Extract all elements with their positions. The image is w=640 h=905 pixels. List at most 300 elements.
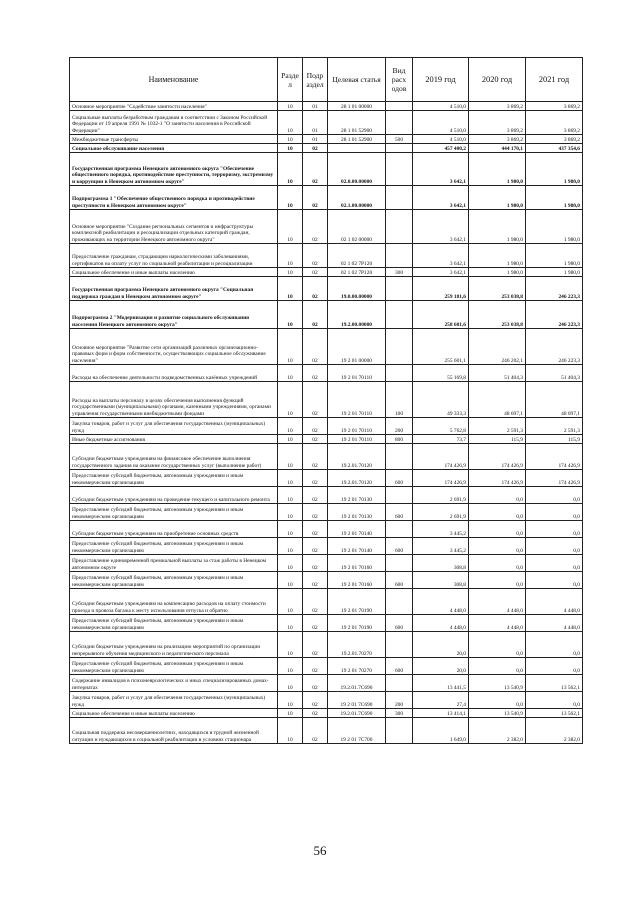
row-value-2020: 0,0 xyxy=(469,555,526,572)
row-value-2021: 3 869,2 xyxy=(526,111,583,135)
row-expense-type: 600 xyxy=(386,572,413,589)
row-expense-type xyxy=(386,329,413,365)
row-subsection: 01 xyxy=(303,135,328,144)
row-name: Предоставление субсидий бюджетным, автономным учреждениям и иным некоммерческим организациям xyxy=(70,470,278,487)
row-section: 10 xyxy=(278,675,303,692)
row-target-article: 19.0.00.00000 xyxy=(328,277,386,301)
row-subsection: 02 xyxy=(303,435,328,444)
header-year-2021: 2021 год xyxy=(526,58,583,102)
row-target-article: 19.2.01.7C690 xyxy=(328,709,386,718)
row-value-2020: 1 980,0 xyxy=(469,186,526,210)
row-name: Предоставление гражданам, страдающим наркологическими заболеваниями, сертификатов на оплату услуг по социальной реабилитации и ресоциализации xyxy=(70,244,278,268)
row-target-article: 19 2 01 70160 xyxy=(328,555,386,572)
row-target-article: 19 2 01 70110 xyxy=(328,382,386,418)
row-value-2020: 3 869,2 xyxy=(469,102,526,111)
row-value-2020: 253 038,8 xyxy=(469,301,526,329)
row-target-article: 28 1 01 52900 xyxy=(328,135,386,144)
row-section: 10 xyxy=(278,692,303,709)
row-value-2020: 1 980,0 xyxy=(469,210,526,244)
row-value-2020: 1 980,0 xyxy=(469,153,526,186)
row-value-2021: 0,0 xyxy=(526,692,583,709)
row-target-article: 19 2 01 70160 xyxy=(328,572,386,589)
row-section: 10 xyxy=(278,144,303,153)
table-row xyxy=(70,418,583,435)
row-value-2020: 246 202,1 xyxy=(469,329,526,365)
table-row xyxy=(70,365,583,382)
row-value-2020: 3 869,2 xyxy=(469,111,526,135)
row-value-2019: 73,7 xyxy=(413,435,469,444)
row-value-2021: 3 869,2 xyxy=(526,135,583,144)
row-name: Межбюджетные трансферты xyxy=(70,135,278,144)
row-value-2021: 0,0 xyxy=(526,504,583,521)
row-value-2021: 437 354,6 xyxy=(526,144,583,153)
row-value-2021: 174 426,9 xyxy=(526,444,583,470)
row-subsection: 02 xyxy=(303,365,328,382)
row-section: 10 xyxy=(278,521,303,538)
row-target-article: 19.2.01.7C690 xyxy=(328,675,386,692)
row-subsection: 02 xyxy=(303,382,328,418)
row-subsection: 02 xyxy=(303,144,328,153)
row-name: Основное мероприятие "Содействие занятости населения" xyxy=(70,102,278,111)
row-value-2019: 3 642,1 xyxy=(413,244,469,268)
row-name: Социальное обеспечение и иные выплаты населению xyxy=(70,268,278,277)
row-name: Предоставление единовременной премиальной выплаты за стаж работы в Ненецком автономном округе xyxy=(70,555,278,572)
row-target-article: 19 2 01 70110 xyxy=(328,365,386,382)
row-value-2021: 4 448,0 xyxy=(526,615,583,632)
row-value-2020: 13 540,9 xyxy=(469,675,526,692)
row-value-2019: 4 448,0 xyxy=(413,615,469,632)
row-name: Основное мероприятие "Создание региональных сегментов и инфраструктуры комплексной реабилитации и ресоциализации отдельных категорий граждан, проживающих на территории Ненецкого автономного округа" xyxy=(70,210,278,244)
row-value-2020: 0,0 xyxy=(469,504,526,521)
row-value-2021: 0,0 xyxy=(526,658,583,675)
row-value-2021: 0,0 xyxy=(526,538,583,555)
row-value-2019: 13 441,5 xyxy=(413,675,469,692)
row-target-article: 19 2 01 70110 xyxy=(328,418,386,435)
row-value-2019: 259 181,6 xyxy=(413,277,469,301)
row-name: Предоставление субсидий бюджетным, автономным учреждениям и иным некоммерческим организациям xyxy=(70,538,278,555)
row-subsection: 02 xyxy=(303,470,328,487)
row-name: Государственная программа Ненецкого автономного округа "Социальная поддержка граждан в Ненецком автономном округе" xyxy=(70,277,278,301)
row-expense-type xyxy=(386,102,413,111)
row-subsection: 02 xyxy=(303,444,328,470)
row-section: 10 xyxy=(278,210,303,244)
row-value-2019: 3 445,2 xyxy=(413,521,469,538)
row-value-2020: 48 697,1 xyxy=(469,382,526,418)
row-value-2019: 1 649,0 xyxy=(413,718,469,744)
row-section: 10 xyxy=(278,632,303,658)
row-name: Предоставление субсидий бюджетным, автономным учреждениям и иным некоммерческим организациям xyxy=(70,658,278,675)
row-section: 10 xyxy=(278,153,303,186)
row-section: 10 xyxy=(278,186,303,210)
row-value-2021: 115,9 xyxy=(526,435,583,444)
row-value-2019: 457 400,2 xyxy=(413,144,469,153)
row-section: 10 xyxy=(278,365,303,382)
row-subsection: 02 xyxy=(303,538,328,555)
row-section: 10 xyxy=(278,444,303,470)
row-target-article: 19 2 01 70270 xyxy=(328,658,386,675)
table-row xyxy=(70,675,583,692)
row-name: Социальные выплаты безработным гражданам в соответствии с Законом Российской Федерации от 19 апреля 1991 № 1032-1 "О занятости населения в Российской Федерации" xyxy=(70,111,278,135)
row-name: Предоставление субсидий бюджетным, автономным учреждениям и иным некоммерческим организациям xyxy=(70,572,278,589)
page-number: 56 xyxy=(313,843,327,858)
row-subsection: 01 xyxy=(303,102,328,111)
row-section: 10 xyxy=(278,504,303,521)
row-value-2019: 2 691,9 xyxy=(413,487,469,504)
row-subsection: 02 xyxy=(303,718,328,744)
table-row xyxy=(70,444,583,470)
row-value-2021: 246 223,3 xyxy=(526,329,583,365)
row-expense-type: 300 xyxy=(386,268,413,277)
row-value-2020: 115,9 xyxy=(469,435,526,444)
row-name: Подпрограмма 1 "Обеспечение общественного порядка и противодействие преступности в Ненецком автономном округе" xyxy=(70,186,278,210)
row-value-2020: 51 404,3 xyxy=(469,365,526,382)
row-value-2019: 3 642,1 xyxy=(413,268,469,277)
row-value-2019: 4 510,0 xyxy=(413,135,469,144)
row-expense-type xyxy=(386,487,413,504)
row-value-2021: 51 404,3 xyxy=(526,365,583,382)
header-year-2020: 2020 год xyxy=(469,58,526,102)
row-section: 10 xyxy=(278,301,303,329)
row-value-2020: 0,0 xyxy=(469,487,526,504)
row-expense-type: 800 xyxy=(386,435,413,444)
row-target-article: 02.1.00.00000 xyxy=(328,186,386,210)
row-value-2020: 444 170,1 xyxy=(469,144,526,153)
row-value-2019: 3 445,2 xyxy=(413,538,469,555)
row-expense-type: 100 xyxy=(386,382,413,418)
row-subsection: 02 xyxy=(303,504,328,521)
row-target-article: 28 1 01 52900 xyxy=(328,111,386,135)
row-value-2020: 0,0 xyxy=(469,658,526,675)
row-target-article: 02 1 02 7P120 xyxy=(328,268,386,277)
table-row xyxy=(70,572,583,589)
row-value-2019: 308,8 xyxy=(413,572,469,589)
row-value-2021: 1 980,0 xyxy=(526,210,583,244)
table-row xyxy=(70,382,583,418)
budget-table xyxy=(69,57,583,744)
row-expense-type: 600 xyxy=(386,504,413,521)
table-row xyxy=(70,615,583,632)
row-value-2020: 3 869,2 xyxy=(469,135,526,144)
header-year-2019: 2019 год xyxy=(413,58,469,102)
row-value-2020: 253 038,8 xyxy=(469,277,526,301)
row-name: Основное мероприятие "Развитие сети организаций различных организационно-правовых форм и форм собственности, осуществляющих социальное обслуживание населения" xyxy=(70,329,278,365)
row-value-2020: 174 426,9 xyxy=(469,470,526,487)
row-target-article: 19.2.01.70120 xyxy=(328,444,386,470)
row-value-2021: 0,0 xyxy=(526,487,583,504)
header-subsection: Подр аздел xyxy=(303,58,328,102)
table-row xyxy=(70,277,583,301)
table-row xyxy=(70,135,583,144)
row-expense-type xyxy=(386,153,413,186)
row-value-2021: 0,0 xyxy=(526,632,583,658)
row-expense-type xyxy=(386,186,413,210)
row-value-2020: 0,0 xyxy=(469,538,526,555)
row-value-2020: 13 540,9 xyxy=(469,709,526,718)
row-target-article: 19 2 01 70140 xyxy=(328,521,386,538)
row-subsection: 02 xyxy=(303,675,328,692)
row-subsection: 02 xyxy=(303,186,328,210)
row-target-article: 19 2 01 70190 xyxy=(328,615,386,632)
row-subsection: 02 xyxy=(303,277,328,301)
header-name: Наименование xyxy=(70,58,278,102)
table-row xyxy=(70,111,583,135)
row-value-2020: 4 448,0 xyxy=(469,615,526,632)
row-target-article: 19 2 01 70110 xyxy=(328,435,386,444)
row-value-2021: 3 869,2 xyxy=(526,102,583,111)
row-section: 10 xyxy=(278,589,303,615)
row-section: 10 xyxy=(278,718,303,744)
table-row xyxy=(70,709,583,718)
row-target-article: 02.0.00.00000 xyxy=(328,153,386,186)
table-row xyxy=(70,268,583,277)
row-value-2020: 0,0 xyxy=(469,572,526,589)
row-expense-type: 200 xyxy=(386,418,413,435)
table-row xyxy=(70,102,583,111)
header-section: Разде л xyxy=(278,58,303,102)
row-section: 10 xyxy=(278,111,303,135)
row-value-2020: 0,0 xyxy=(469,692,526,709)
row-value-2019: 3 642,1 xyxy=(413,153,469,186)
row-value-2021: 174 426,9 xyxy=(526,470,583,487)
row-expense-type: 500 xyxy=(386,135,413,144)
row-value-2019: 3 642,1 xyxy=(413,210,469,244)
row-subsection: 01 xyxy=(303,111,328,135)
row-target-article: 19 2 01 70130 xyxy=(328,504,386,521)
row-subsection: 02 xyxy=(303,268,328,277)
row-value-2021: 0,0 xyxy=(526,572,583,589)
row-name: Закупка товаров, работ и услуг для обеспечения государственных (муниципальных) нужд xyxy=(70,418,278,435)
row-value-2019: 174 426,9 xyxy=(413,470,469,487)
table-row xyxy=(70,521,583,538)
row-expense-type: 600 xyxy=(386,470,413,487)
row-name: Расходы на выплаты персоналу в целях обеспечения выполнения функций государственными (муниципальными) органами, казенными учреждениями, органами управления государственными внебюджетными фондами xyxy=(70,382,278,418)
row-target-article: 19.2.01.70270 xyxy=(328,632,386,658)
row-section: 10 xyxy=(278,615,303,632)
row-target-article: 28 1 01 00000 xyxy=(328,102,386,111)
row-section: 10 xyxy=(278,658,303,675)
row-subsection: 02 xyxy=(303,555,328,572)
row-target-article: 19 2 01 00000 xyxy=(328,329,386,365)
row-target-article xyxy=(328,144,386,153)
row-expense-type xyxy=(386,210,413,244)
row-subsection: 02 xyxy=(303,244,328,268)
row-value-2019: 4 510,0 xyxy=(413,102,469,111)
row-section: 10 xyxy=(278,435,303,444)
row-subsection: 02 xyxy=(303,153,328,186)
row-value-2020: 0,0 xyxy=(469,521,526,538)
row-subsection: 02 xyxy=(303,301,328,329)
row-value-2021: 1 980,0 xyxy=(526,153,583,186)
row-target-article: 19.2.00.00000 xyxy=(328,301,386,329)
row-subsection: 02 xyxy=(303,658,328,675)
row-value-2021: 4 448,0 xyxy=(526,589,583,615)
table-row xyxy=(70,186,583,210)
row-name: Социальное обеспечение и иные выплаты населению xyxy=(70,709,278,718)
row-subsection: 02 xyxy=(303,572,328,589)
header-target-article: Целевая статья xyxy=(328,58,386,102)
row-name: Иные бюджетные ассигнования xyxy=(70,435,278,444)
row-value-2019: 55 169,8 xyxy=(413,365,469,382)
row-name: Субсидии бюджетным учреждениям на проведение текущего и капитального ремонта xyxy=(70,487,278,504)
row-expense-type xyxy=(386,111,413,135)
row-target-article: 02 1 02 00000 xyxy=(328,210,386,244)
table-row xyxy=(70,487,583,504)
row-target-article: 19 2 01 70130 xyxy=(328,487,386,504)
table-row xyxy=(70,538,583,555)
table-header-row xyxy=(70,58,583,102)
row-target-article: 19 2 01 7C700 xyxy=(328,718,386,744)
table-row xyxy=(70,301,583,329)
row-section: 10 xyxy=(278,555,303,572)
row-section: 10 xyxy=(278,709,303,718)
table-row xyxy=(70,153,583,186)
row-value-2020: 0,0 xyxy=(469,632,526,658)
row-section: 10 xyxy=(278,382,303,418)
table-row xyxy=(70,329,583,365)
row-name: Государственная программа Ненецкого автономного округа "Обеспечение общественного порядка, противодействие преступности, терроризму, экстремизму и коррупции в Ненецком автономном округе" xyxy=(70,153,278,186)
row-value-2020: 174 426,9 xyxy=(469,444,526,470)
table-row xyxy=(70,692,583,709)
row-value-2019: 20,0 xyxy=(413,658,469,675)
row-value-2019: 20,0 xyxy=(413,632,469,658)
table-body xyxy=(70,102,583,744)
row-value-2021: 13 562,1 xyxy=(526,675,583,692)
row-value-2021: 0,0 xyxy=(526,555,583,572)
row-expense-type: 600 xyxy=(386,615,413,632)
row-value-2021: 0,0 xyxy=(526,521,583,538)
table-row xyxy=(70,589,583,615)
row-value-2019: 5 762,8 xyxy=(413,418,469,435)
row-value-2020: 1 980,0 xyxy=(469,244,526,268)
row-target-article: 19 2 01 70190 xyxy=(328,589,386,615)
row-expense-type xyxy=(386,632,413,658)
row-value-2020: 2 382,0 xyxy=(469,718,526,744)
row-section: 10 xyxy=(278,244,303,268)
row-value-2019: 4 448,0 xyxy=(413,589,469,615)
row-expense-type xyxy=(386,277,413,301)
row-value-2021: 1 980,0 xyxy=(526,244,583,268)
row-target-article: 19.2.01.70120 xyxy=(328,470,386,487)
row-value-2019: 2 691,9 xyxy=(413,504,469,521)
row-section: 10 xyxy=(278,538,303,555)
row-section: 10 xyxy=(278,470,303,487)
row-value-2020: 2 591,3 xyxy=(469,418,526,435)
table-row xyxy=(70,632,583,658)
row-subsection: 02 xyxy=(303,692,328,709)
row-expense-type xyxy=(386,301,413,329)
row-expense-type xyxy=(386,444,413,470)
row-value-2019: 3 642,1 xyxy=(413,186,469,210)
row-expense-type xyxy=(386,589,413,615)
row-name: Закупка товаров, работ и услуг для обеспечения государственных (муниципальных) нужд xyxy=(70,692,278,709)
row-value-2021: 1 980,0 xyxy=(526,186,583,210)
row-value-2019: 255 601,1 xyxy=(413,329,469,365)
row-name: Предоставление субсидий бюджетным, автономным учреждениям и иным некоммерческим организациям xyxy=(70,615,278,632)
row-value-2019: 308,8 xyxy=(413,555,469,572)
row-expense-type xyxy=(386,521,413,538)
row-name: Содержание инвалидов в психоневрологических и иных специализированных домах-интернатах xyxy=(70,675,278,692)
row-value-2019: 258 601,6 xyxy=(413,301,469,329)
table-row xyxy=(70,144,583,153)
row-name: Расходы на обеспечение деятельности подведомственных казённых учреждений xyxy=(70,365,278,382)
row-subsection: 02 xyxy=(303,615,328,632)
row-value-2020: 1 980,0 xyxy=(469,268,526,277)
row-value-2021: 2 382,0 xyxy=(526,718,583,744)
row-section: 10 xyxy=(278,418,303,435)
row-section: 10 xyxy=(278,329,303,365)
row-name: Субсидии бюджетным учреждениям на реализацию мероприятий по организации непрерывного обучения медицинского и педагогического персонала xyxy=(70,632,278,658)
row-name: Субсидии бюджетным учреждениям на финансовое обеспечение выполнения государственного задания на оказание государственных услуг (выполнение работ) xyxy=(70,444,278,470)
row-subsection: 02 xyxy=(303,632,328,658)
row-value-2021: 48 697,1 xyxy=(526,382,583,418)
row-name: Социальное обслуживание населения xyxy=(70,144,278,153)
row-expense-type: 600 xyxy=(386,538,413,555)
row-section: 10 xyxy=(278,277,303,301)
row-subsection: 02 xyxy=(303,418,328,435)
row-expense-type xyxy=(386,555,413,572)
table-row xyxy=(70,210,583,244)
row-value-2019: 27,4 xyxy=(413,692,469,709)
row-subsection: 02 xyxy=(303,521,328,538)
row-expense-type xyxy=(386,365,413,382)
header-expense-type: Вид расх одов xyxy=(386,58,413,102)
row-subsection: 02 xyxy=(303,487,328,504)
row-name: Субсидии бюджетным учреждениям на приобретение основных средств xyxy=(70,521,278,538)
row-target-article: 02 1 02 7P120 xyxy=(328,244,386,268)
row-expense-type xyxy=(386,144,413,153)
table-row xyxy=(70,435,583,444)
row-value-2019: 13 414,1 xyxy=(413,709,469,718)
row-expense-type xyxy=(386,718,413,744)
row-section: 10 xyxy=(278,268,303,277)
row-expense-type: 200 xyxy=(386,692,413,709)
row-value-2021: 13 562,1 xyxy=(526,709,583,718)
row-expense-type: 600 xyxy=(386,658,413,675)
row-subsection: 02 xyxy=(303,210,328,244)
row-section: 10 xyxy=(278,102,303,111)
row-value-2019: 4 510,0 xyxy=(413,111,469,135)
row-value-2021: 246 223,3 xyxy=(526,277,583,301)
table-row xyxy=(70,504,583,521)
row-section: 10 xyxy=(278,572,303,589)
table-row xyxy=(70,470,583,487)
row-name: Субсидии бюджетным учреждениям на компенсацию расходов на оплату стоимости проезда и провоза багажа к месту использования отпуска и обратно xyxy=(70,589,278,615)
row-section: 10 xyxy=(278,487,303,504)
table-row xyxy=(70,718,583,744)
row-value-2021: 1 980,0 xyxy=(526,268,583,277)
row-subsection: 02 xyxy=(303,589,328,615)
row-name: Предоставление субсидий бюджетным, автономным учреждениям и иным некоммерческим организациям xyxy=(70,504,278,521)
row-expense-type xyxy=(386,675,413,692)
row-subsection: 02 xyxy=(303,709,328,718)
row-value-2020: 4 448,0 xyxy=(469,589,526,615)
row-section: 10 xyxy=(278,135,303,144)
table-row xyxy=(70,658,583,675)
row-name: Социальная поддержка несовершеннолетних, находящихся в трудной жизненной ситуации и нуждающихся в социальной реабилитации в условиях стационара xyxy=(70,718,278,744)
row-subsection: 02 xyxy=(303,329,328,365)
row-value-2021: 246 223,3 xyxy=(526,301,583,329)
row-value-2019: 174 426,9 xyxy=(413,444,469,470)
row-expense-type xyxy=(386,244,413,268)
row-target-article: 19 2 01 7C690 xyxy=(328,692,386,709)
row-expense-type: 300 xyxy=(386,709,413,718)
table-row xyxy=(70,555,583,572)
table-row xyxy=(70,244,583,268)
row-name: Подпрограмма 2 "Модернизация и развитие социального обслуживания населения Ненецкого автономного округа" xyxy=(70,301,278,329)
row-target-article: 19 2 01 70140 xyxy=(328,538,386,555)
row-value-2019: 49 333,3 xyxy=(413,382,469,418)
row-value-2021: 2 591,3 xyxy=(526,418,583,435)
